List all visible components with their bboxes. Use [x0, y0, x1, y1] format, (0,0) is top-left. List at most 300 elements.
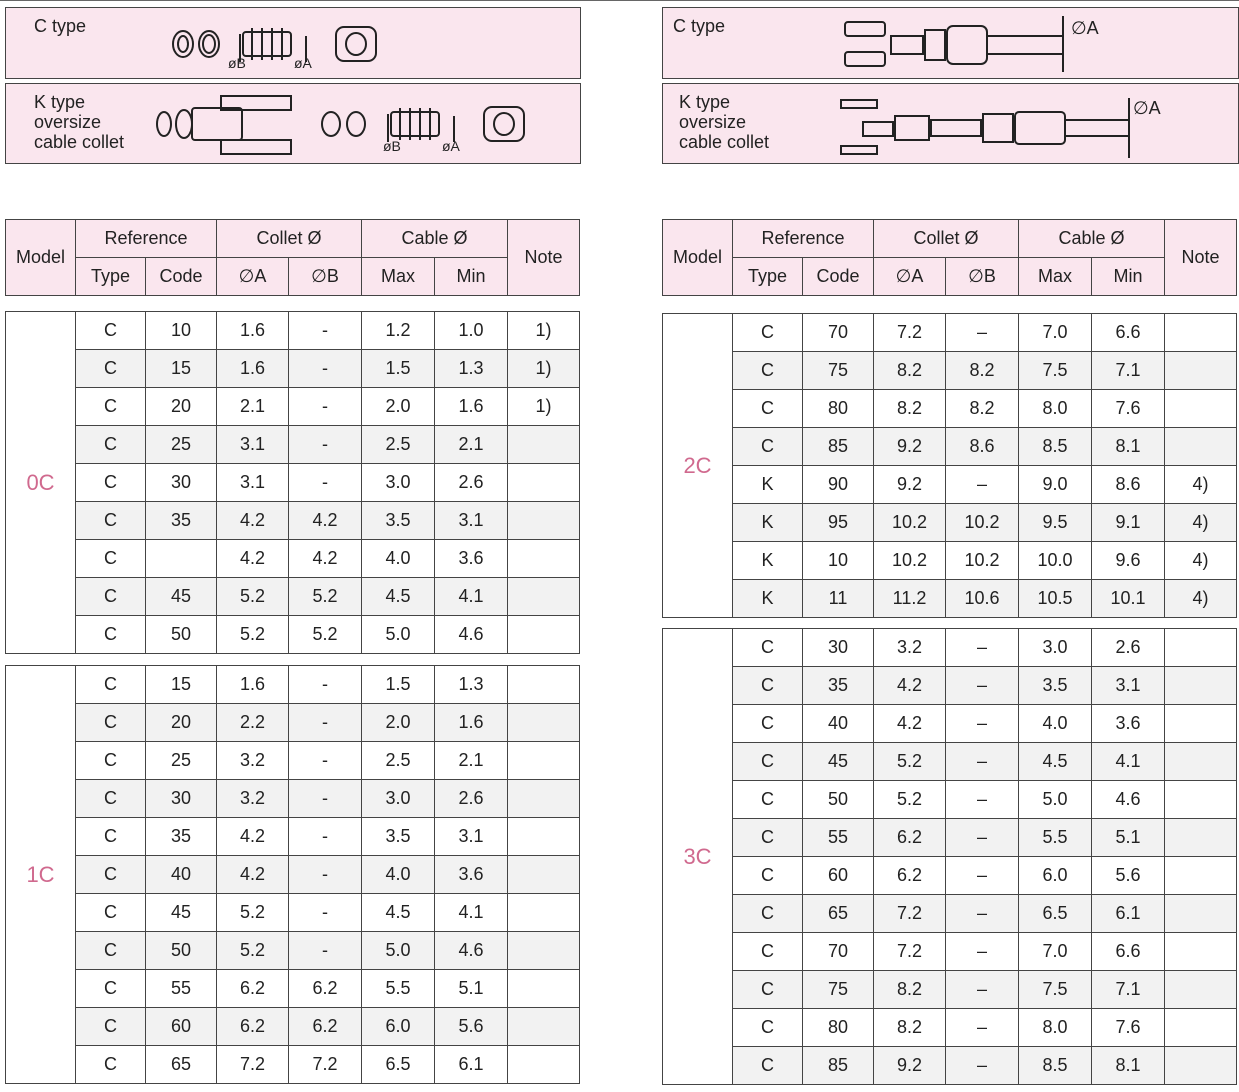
diam-a-cell: 3.1 [217, 464, 289, 502]
code-cell: 10 [146, 312, 217, 350]
note-cell [1165, 352, 1237, 390]
diam-b-cell: – [946, 629, 1019, 667]
diam-b-cell: – [946, 705, 1019, 743]
note-cell [508, 704, 580, 742]
diam-a-cell: 7.2 [217, 1046, 289, 1084]
diam-b-cell: 6.2 [289, 1008, 362, 1046]
cable-min-cell: 2.6 [1092, 629, 1165, 667]
diam-b-cell: - [289, 742, 362, 780]
note-cell [1165, 428, 1237, 466]
model-cell: 2C [663, 314, 733, 618]
header-max: Max [362, 258, 435, 296]
table-row [663, 1009, 1237, 1047]
code-cell: 35 [146, 502, 217, 540]
cable-max-cell: 5.0 [362, 932, 435, 970]
header-cable: Cable Ø [1019, 220, 1165, 258]
code-cell: 30 [803, 629, 874, 667]
cable-max-cell: 3.0 [362, 464, 435, 502]
cable-min-cell: 6.1 [435, 1046, 508, 1084]
cable-min-cell: 7.1 [1092, 971, 1165, 1009]
note-cell [508, 616, 580, 654]
diam-b-cell: – [946, 933, 1019, 971]
cable-min-cell: 1.6 [435, 388, 508, 426]
header-note: Note [1165, 220, 1237, 296]
diam-b-cell: – [946, 743, 1019, 781]
note-cell [1165, 971, 1237, 1009]
diam-a-cell: 8.2 [874, 352, 946, 390]
banner-right-k-type [662, 83, 1239, 164]
cable-min-cell: 4.1 [1092, 743, 1165, 781]
diam-a-cell: 5.2 [217, 578, 289, 616]
table-row [6, 780, 580, 818]
banner-left-k-type [5, 83, 581, 164]
cable-min-cell: 6.6 [1092, 933, 1165, 971]
diam-a-cell: 7.2 [874, 895, 946, 933]
header-max: Max [1019, 258, 1092, 296]
type-cell: C [733, 390, 803, 428]
diam-a-cell: 1.6 [217, 666, 289, 704]
cable-min-cell: 5.6 [1092, 857, 1165, 895]
header-code: Code [803, 258, 874, 296]
table-row [663, 819, 1237, 857]
table-row [6, 970, 580, 1008]
note-cell: 4) [1165, 466, 1237, 504]
type-cell: C [76, 704, 146, 742]
table-row [6, 540, 580, 578]
header-note: Note [508, 220, 580, 296]
note-cell [508, 1008, 580, 1046]
header-min: Min [435, 258, 508, 296]
note-cell [508, 540, 580, 578]
type-cell: C [733, 667, 803, 705]
diam-a-cell: 9.2 [874, 428, 946, 466]
type-cell: C [733, 781, 803, 819]
table-row [663, 971, 1237, 1009]
code-cell: 75 [803, 971, 874, 1009]
note-cell [1165, 781, 1237, 819]
cable-max-cell: 4.5 [1019, 743, 1092, 781]
diam-a-cell: 6.2 [874, 819, 946, 857]
note-cell: 4) [1165, 542, 1237, 580]
note-cell: 1) [508, 350, 580, 388]
diam-b-cell: – [946, 857, 1019, 895]
type-cell: C [733, 857, 803, 895]
cable-min-cell: 7.6 [1092, 1009, 1165, 1047]
cable-min-cell: 3.1 [435, 818, 508, 856]
diam-b-cell: - [289, 426, 362, 464]
type-cell: C [733, 743, 803, 781]
code-cell: 11 [803, 580, 874, 618]
table-row [6, 312, 580, 350]
code-cell: 65 [803, 895, 874, 933]
header-reference: Reference [733, 220, 874, 258]
note-cell: 1) [508, 312, 580, 350]
code-cell: 80 [803, 390, 874, 428]
type-cell: C [76, 312, 146, 350]
diam-a-cell: 4.2 [217, 818, 289, 856]
type-cell: C [76, 780, 146, 818]
table-row [663, 466, 1237, 504]
diam-b-cell: 5.2 [289, 616, 362, 654]
note-cell [508, 426, 580, 464]
banner-label: K type oversize cable collet [34, 92, 125, 152]
diam-b-cell: 5.2 [289, 578, 362, 616]
type-cell: C [733, 352, 803, 390]
code-cell: 70 [803, 314, 874, 352]
note-cell [508, 780, 580, 818]
cable-max-cell: 5.0 [1019, 781, 1092, 819]
type-cell: C [76, 742, 146, 780]
note-cell [508, 856, 580, 894]
code-cell: 15 [146, 350, 217, 388]
diam-a-cell: 3.2 [217, 780, 289, 818]
diam-b-cell: – [946, 466, 1019, 504]
diam-b-cell: - [289, 894, 362, 932]
cable-min-cell: 4.6 [435, 932, 508, 970]
code-cell [146, 540, 217, 578]
cable-min-cell: 1.0 [435, 312, 508, 350]
cable-max-cell: 5.5 [362, 970, 435, 1008]
header-type: Type [733, 258, 803, 296]
diam-b-cell: 8.2 [946, 390, 1019, 428]
type-cell: K [733, 504, 803, 542]
diam-b-cell: - [289, 666, 362, 704]
table-row [663, 428, 1237, 466]
cable-min-cell: 4.6 [435, 616, 508, 654]
diam-b-cell: - [289, 780, 362, 818]
cable-min-cell: 1.3 [435, 350, 508, 388]
diam-a-cell: 6.2 [217, 970, 289, 1008]
type-cell: C [76, 388, 146, 426]
cable-min-cell: 4.1 [435, 578, 508, 616]
diam-b-cell: - [289, 932, 362, 970]
cable-min-cell: 3.1 [1092, 667, 1165, 705]
table-row [6, 464, 580, 502]
diam-a-cell: 10.2 [874, 542, 946, 580]
cable-max-cell: 3.0 [1019, 629, 1092, 667]
dim-a-label: ∅A [1071, 18, 1099, 38]
diam-a-cell: 9.2 [874, 1047, 946, 1085]
table-row [663, 629, 1237, 667]
table-row [6, 856, 580, 894]
diam-b-cell: - [289, 464, 362, 502]
code-cell: 25 [146, 426, 217, 464]
code-cell: 95 [803, 504, 874, 542]
header-reference: Reference [76, 220, 217, 258]
cable-max-cell: 8.0 [1019, 1009, 1092, 1047]
cable-max-cell: 3.0 [362, 780, 435, 818]
diam-a-cell: 4.2 [217, 540, 289, 578]
type-cell: C [733, 629, 803, 667]
type-cell: C [733, 971, 803, 1009]
diam-b-cell: – [946, 314, 1019, 352]
cable-min-cell: 5.1 [435, 970, 508, 1008]
type-cell: C [76, 818, 146, 856]
note-cell [1165, 933, 1237, 971]
cable-max-cell: 8.5 [1019, 428, 1092, 466]
diam-a-cell: 8.2 [874, 1009, 946, 1047]
note-cell [1165, 1009, 1237, 1047]
table-row [6, 1008, 580, 1046]
cable-max-cell: 7.0 [1019, 314, 1092, 352]
cable-max-cell: 6.0 [362, 1008, 435, 1046]
cable-max-cell: 10.0 [1019, 542, 1092, 580]
diam-a-cell: 1.6 [217, 350, 289, 388]
cable-max-cell: 7.5 [1019, 971, 1092, 1009]
note-cell [1165, 857, 1237, 895]
table-row [6, 704, 580, 742]
top-rule [0, 0, 1239, 1]
code-cell: 45 [146, 894, 217, 932]
cable-max-cell: 9.5 [1019, 504, 1092, 542]
cable-max-cell: 6.5 [1019, 895, 1092, 933]
note-cell: 4) [1165, 504, 1237, 542]
diam-b-cell: - [289, 312, 362, 350]
diam-a-cell: 5.2 [874, 781, 946, 819]
diam-b-cell: - [289, 818, 362, 856]
cable-min-cell: 3.6 [435, 856, 508, 894]
note-cell: 4) [1165, 580, 1237, 618]
table-row [663, 743, 1237, 781]
type-cell: C [733, 428, 803, 466]
table-row [6, 818, 580, 856]
type-cell: C [733, 705, 803, 743]
cable-max-cell: 10.5 [1019, 580, 1092, 618]
cable-min-cell: 8.6 [1092, 466, 1165, 504]
cable-max-cell: 3.5 [1019, 667, 1092, 705]
table-row [663, 667, 1237, 705]
table-row [6, 578, 580, 616]
diam-a-cell: 8.2 [874, 971, 946, 1009]
cable-max-cell: 4.0 [362, 540, 435, 578]
table-row [6, 894, 580, 932]
code-cell: 30 [146, 780, 217, 818]
left-table-group-0c [5, 311, 580, 654]
diam-a-cell: 3.2 [874, 629, 946, 667]
code-cell: 15 [146, 666, 217, 704]
cable-max-cell: 4.0 [1019, 705, 1092, 743]
header-diam-a: ∅A [874, 258, 946, 296]
diam-b-cell: – [946, 971, 1019, 1009]
cable-max-cell: 2.5 [362, 426, 435, 464]
table-row [663, 895, 1237, 933]
note-cell [508, 666, 580, 704]
cable-min-cell: 6.6 [1092, 314, 1165, 352]
diam-b-cell: 8.6 [946, 428, 1019, 466]
type-cell: C [76, 616, 146, 654]
diam-a-cell: 3.1 [217, 426, 289, 464]
note-cell [508, 464, 580, 502]
diam-b-cell: 10.2 [946, 542, 1019, 580]
c-type-assembly-illustration [663, 8, 1239, 80]
diam-a-cell: 6.2 [217, 1008, 289, 1046]
cable-min-cell: 7.1 [1092, 352, 1165, 390]
note-cell: 1) [508, 388, 580, 426]
cable-min-cell: 6.1 [1092, 895, 1165, 933]
note-cell [1165, 667, 1237, 705]
diam-a-cell: 4.2 [217, 856, 289, 894]
diam-b-cell: - [289, 856, 362, 894]
banner-label: C type [673, 16, 726, 36]
code-cell: 50 [803, 781, 874, 819]
diam-a-cell: 5.2 [874, 743, 946, 781]
model-cell: 1C [6, 666, 76, 1084]
right-table-group-3c [662, 628, 1237, 1085]
diam-a-cell: 2.2 [217, 704, 289, 742]
table-row [6, 616, 580, 654]
diam-b-cell: 10.6 [946, 580, 1019, 618]
cable-min-cell: 1.3 [435, 666, 508, 704]
note-cell [508, 970, 580, 1008]
note-cell [1165, 705, 1237, 743]
diam-a-cell: 10.2 [874, 504, 946, 542]
type-cell: C [76, 666, 146, 704]
diam-a-cell: 1.6 [217, 312, 289, 350]
note-cell [508, 502, 580, 540]
diam-a-cell: 5.2 [217, 616, 289, 654]
header-code: Code [146, 258, 217, 296]
table-row [663, 504, 1237, 542]
type-cell: K [733, 580, 803, 618]
note-cell [1165, 390, 1237, 428]
diam-b-cell: – [946, 1009, 1019, 1047]
code-cell: 50 [146, 932, 217, 970]
diam-b-cell: 7.2 [289, 1046, 362, 1084]
header-collet: Collet Ø [217, 220, 362, 258]
dim-a-label: øA [442, 138, 460, 154]
note-cell [508, 742, 580, 780]
note-cell [1165, 895, 1237, 933]
code-cell: 10 [803, 542, 874, 580]
type-cell: K [733, 466, 803, 504]
cable-max-cell: 1.2 [362, 312, 435, 350]
cable-max-cell: 7.5 [1019, 352, 1092, 390]
cable-min-cell: 2.1 [435, 742, 508, 780]
cable-min-cell: 5.6 [435, 1008, 508, 1046]
cable-max-cell: 1.5 [362, 350, 435, 388]
diam-b-cell: - [289, 388, 362, 426]
type-cell: C [76, 932, 146, 970]
code-cell: 55 [803, 819, 874, 857]
type-cell: C [76, 426, 146, 464]
cable-min-cell: 9.1 [1092, 504, 1165, 542]
table-row [6, 742, 580, 780]
diam-a-cell: 3.2 [217, 742, 289, 780]
banner-label: K type oversize cable collet [679, 92, 770, 152]
left-table-header [5, 219, 580, 296]
model-cell: 0C [6, 312, 76, 654]
type-cell: C [76, 1046, 146, 1084]
cable-max-cell: 5.0 [362, 616, 435, 654]
type-cell: C [733, 933, 803, 971]
diam-b-cell: – [946, 895, 1019, 933]
note-cell [1165, 1047, 1237, 1085]
cable-min-cell: 10.1 [1092, 580, 1165, 618]
banner-label: C type [34, 16, 87, 36]
cable-max-cell: 5.5 [1019, 819, 1092, 857]
cable-min-cell: 2.6 [435, 780, 508, 818]
code-cell: 85 [803, 428, 874, 466]
code-cell: 30 [146, 464, 217, 502]
table-row [6, 426, 580, 464]
type-cell: C [76, 464, 146, 502]
table-row [6, 666, 580, 704]
diam-a-cell: 6.2 [874, 857, 946, 895]
type-cell: C [733, 1009, 803, 1047]
code-cell: 90 [803, 466, 874, 504]
diam-a-cell: 5.2 [217, 932, 289, 970]
note-cell [508, 818, 580, 856]
note-cell [508, 932, 580, 970]
type-cell: C [76, 350, 146, 388]
right-table-group-2c [662, 313, 1237, 618]
header-diam-b: ∅B [946, 258, 1019, 296]
diam-b-cell: 8.2 [946, 352, 1019, 390]
cable-min-cell: 8.1 [1092, 428, 1165, 466]
cable-min-cell: 1.6 [435, 704, 508, 742]
diam-b-cell: - [289, 704, 362, 742]
dim-a-label: øA [294, 55, 312, 71]
code-cell: 40 [146, 856, 217, 894]
note-cell [1165, 629, 1237, 667]
table-row [663, 580, 1237, 618]
table-row [6, 388, 580, 426]
cable-max-cell: 7.0 [1019, 933, 1092, 971]
cable-max-cell: 2.0 [362, 388, 435, 426]
c-type-parts-illustration [6, 8, 582, 80]
table-row [663, 857, 1237, 895]
dim-b-label: øB [383, 138, 401, 154]
code-cell: 55 [146, 970, 217, 1008]
table-row [663, 705, 1237, 743]
diam-b-cell: 10.2 [946, 504, 1019, 542]
dim-a-label: ∅A [1133, 98, 1161, 118]
diam-b-cell: – [946, 1047, 1019, 1085]
code-cell: 20 [146, 388, 217, 426]
note-cell [508, 578, 580, 616]
code-cell: 75 [803, 352, 874, 390]
cable-min-cell: 3.6 [435, 540, 508, 578]
cable-min-cell: 5.1 [1092, 819, 1165, 857]
diam-a-cell: 11.2 [874, 580, 946, 618]
header-cable: Cable Ø [362, 220, 508, 258]
cable-max-cell: 9.0 [1019, 466, 1092, 504]
diam-a-cell: 4.2 [874, 705, 946, 743]
header-collet: Collet Ø [874, 220, 1019, 258]
banner-right-c-type [662, 7, 1239, 79]
code-cell: 80 [803, 1009, 874, 1047]
cable-min-cell: 2.6 [435, 464, 508, 502]
cable-max-cell: 3.5 [362, 502, 435, 540]
code-cell: 60 [803, 857, 874, 895]
cable-max-cell: 4.5 [362, 894, 435, 932]
table-row [6, 502, 580, 540]
note-cell [1165, 819, 1237, 857]
table-row [663, 781, 1237, 819]
type-cell: C [76, 502, 146, 540]
table-row [663, 1047, 1237, 1085]
diam-a-cell: 5.2 [217, 894, 289, 932]
diam-a-cell: 4.2 [874, 667, 946, 705]
diam-a-cell: 8.2 [874, 390, 946, 428]
table-row [6, 1046, 580, 1084]
code-cell: 60 [146, 1008, 217, 1046]
diam-a-cell: 7.2 [874, 314, 946, 352]
cable-max-cell: 4.5 [362, 578, 435, 616]
type-cell: C [76, 970, 146, 1008]
table-row [6, 932, 580, 970]
cable-max-cell: 8.0 [1019, 390, 1092, 428]
